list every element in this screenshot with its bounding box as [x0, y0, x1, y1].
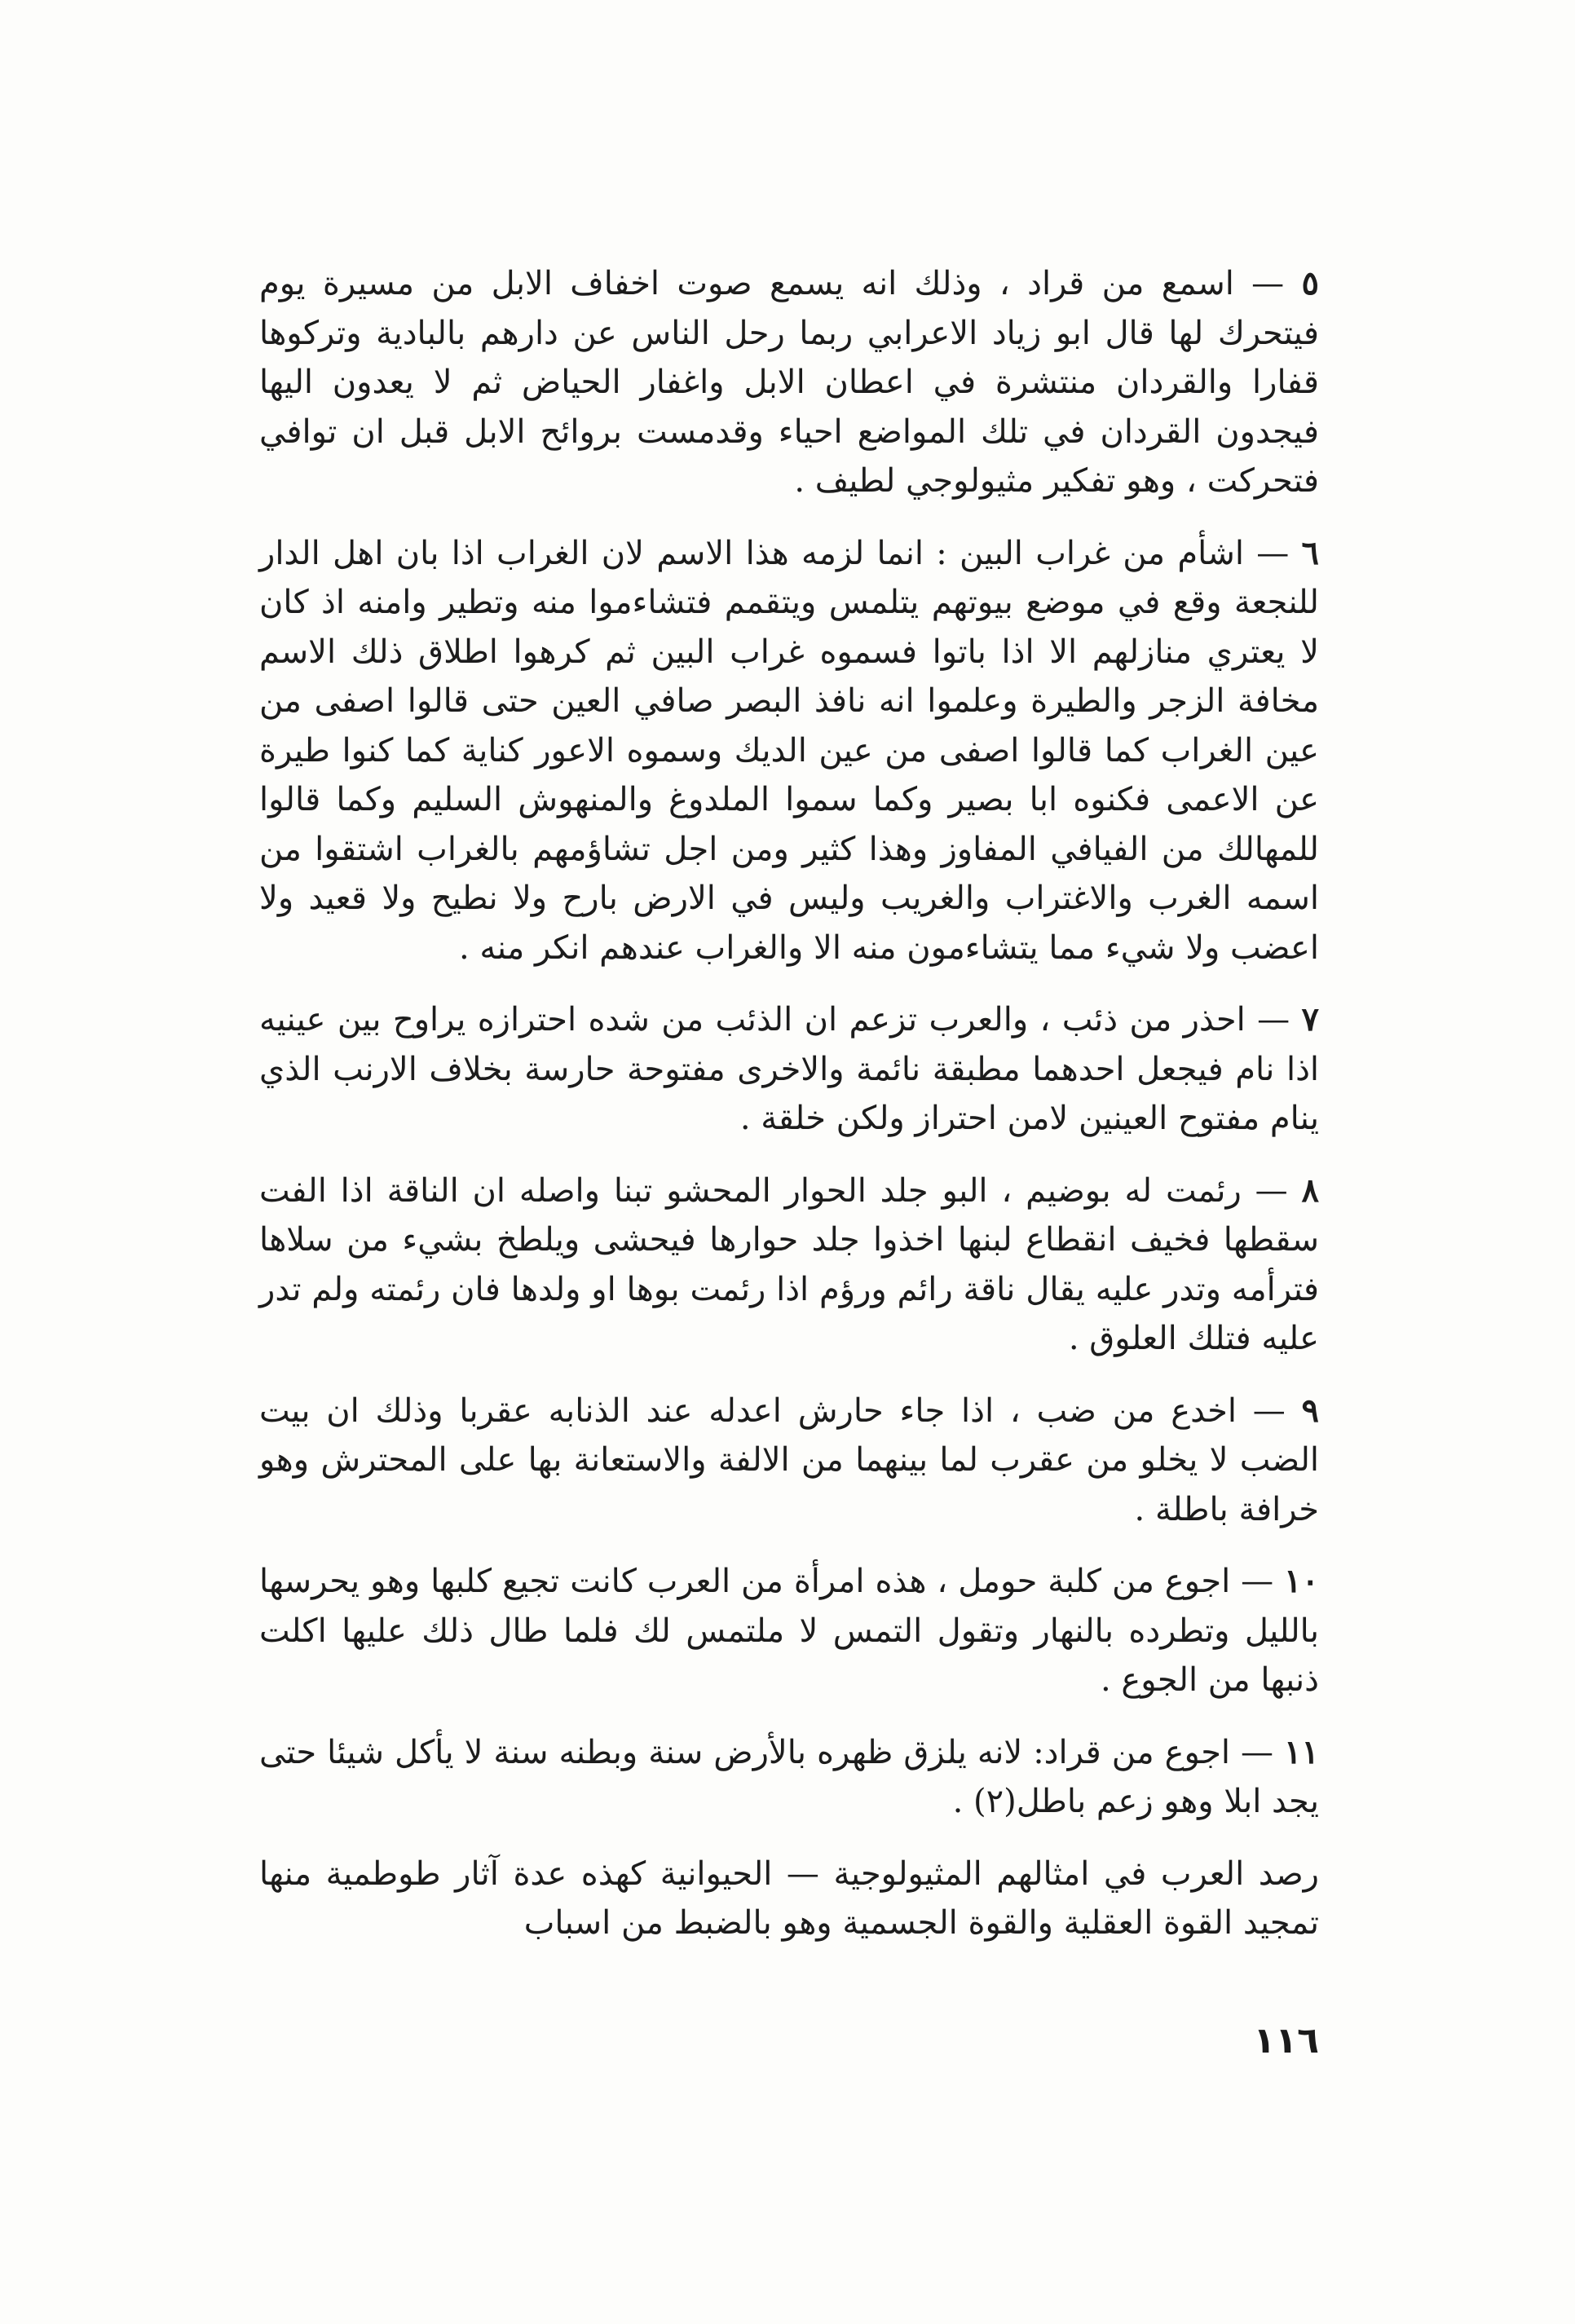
paragraph-text: رصد العرب في امثالهم المثيولوجية — الحيوانية كهذه عدة آثار طوطمية منها تمجيد القوة العقلية والقوة الجسمية وهو بالضبط من اسباب	[259, 1854, 1319, 1942]
paragraph-text: — رئمت له بوضيم ، البو جلد الحوار المحشو تبنا واصله ان الناقة اذا الفت سقطها فخيف انقطاع لبنها اخذوا جلد حوارها فيحشى ويلطخ بشيء من سلاها فترأمه وتدر عليه يقال ناقة رائم ورؤم اذا رئمت بوها او ولدها فان رئمته ولم تدر عليه فتلك العلوق .	[259, 1171, 1319, 1357]
paragraph-number: ١٠	[1284, 1562, 1320, 1600]
paragraph-text: — اخدع من ضب ، اذا جاء حارش اعدله عند الذنابه عقربا وذلك ان بيت الضب لا يخلو من عقرب لما بينهما من الالفة والاستعانة بها على المحترش وهو خرافة باطلة .	[259, 1391, 1319, 1528]
paragraph-text: — اسمع من قراد ، وذلك انه يسمع صوت اخفاف الابل من مسيرة يوم فيتحرك لها قال ابو زياد الاعرابي ربما رحل الناس عن دارهم بالبادية وتركوها قفارا والقردان منتشرة في اعطان الابل واغفار الحياض ثم لا يعدون اليها فيجدون القردان في تلك المواضع احياء وقدمست بروائح الابل قبل ان توافي فتحركت ، وهو تفكير مثيولوجي لطيف .	[259, 265, 1319, 500]
paragraph-text: — احذر من ذئب ، والعرب تزعم ان الذئب من شده احترازه يراوح بين عينيه اذا نام فيجعل احدهما مطبقة نائمة والاخرى مفتوحة حارسة بخلاف الارنب الذي ينام مفتوح العينين لامن احتراز ولكن خلقة .	[259, 1001, 1319, 1137]
paragraph-number: ٧	[1301, 1000, 1319, 1039]
paragraph-proverb-10	[259, 1557, 1319, 1705]
paragraph-proverb-9	[259, 1387, 1319, 1535]
main-text	[259, 259, 1319, 1971]
paragraph-proverb-7	[259, 995, 1319, 1144]
paragraph-proverb-11	[259, 1728, 1319, 1827]
paragraph-number: ٦	[1301, 533, 1320, 572]
paragraph-proverb-8	[259, 1166, 1319, 1364]
paragraph-closing	[259, 1850, 1319, 1948]
paragraph-proverb-5	[259, 259, 1319, 506]
paragraph-proverb-6	[259, 529, 1319, 973]
paragraph-number: ١١	[1284, 1732, 1319, 1771]
page-number: ١١٦	[1253, 2020, 1319, 2062]
paragraph-text: — اشأم من غراب البين : انما لزمه هذا الاسم لان الغراب اذا بان اهل الدار للنجعة وقع في موضع بيوتهم يتلمس ويتقمم فتشاءموا منه وتطير وامنه اذ كان لا يعتري منازلهم الا اذا باتوا فسموه غراب البين ثم كرهوا اطلاق ذلك الاسم مخافة الزجر والطيرة وعلموا انه نافذ البصر صافي العين حتى قالوا اصفى من عين الغراب كما قالوا اصفى من عين الديك وسموه الاعور كناية كما كنوا طيرة عن الاعمى فكنوه ابا بصير وكما سموا الملدوغ والمنهوش السليم وكما قالوا للمهالك من الفيافي المفاوز وهذا كثير ومن اجل تشاؤمهم بالغراب اشتقوا من اسمه الغرب والاغتراب والغريب وليس في الارض بارح ولا نطيح ولا قعيد ولا اعضب ولا شيء مما يتشاءمون منه الا والغراب عندهم انكر منه .	[259, 534, 1319, 967]
paragraph-number: ٥	[1301, 264, 1320, 302]
paragraph-text: — اجوع من قراد: لانه يلزق ظهره بالأرض سنة وبطنه سنة لا يأكل شيئا حتى يجد ابلا وهو زعم باطل(٢) .	[259, 1733, 1319, 1820]
paragraph-number: ٨	[1301, 1171, 1319, 1210]
paragraph-text: — اجوع من كلبة حومل ، هذه امرأة من العرب كانت تجيع كلبها وهو يحرسها بالليل وتطرده بالنهار وتقول التمس لا ملتمس لك فلما طال ذلك عليها اكلت ذنبها من الجوع .	[259, 1563, 1319, 1699]
paragraph-number: ٩	[1301, 1391, 1319, 1430]
